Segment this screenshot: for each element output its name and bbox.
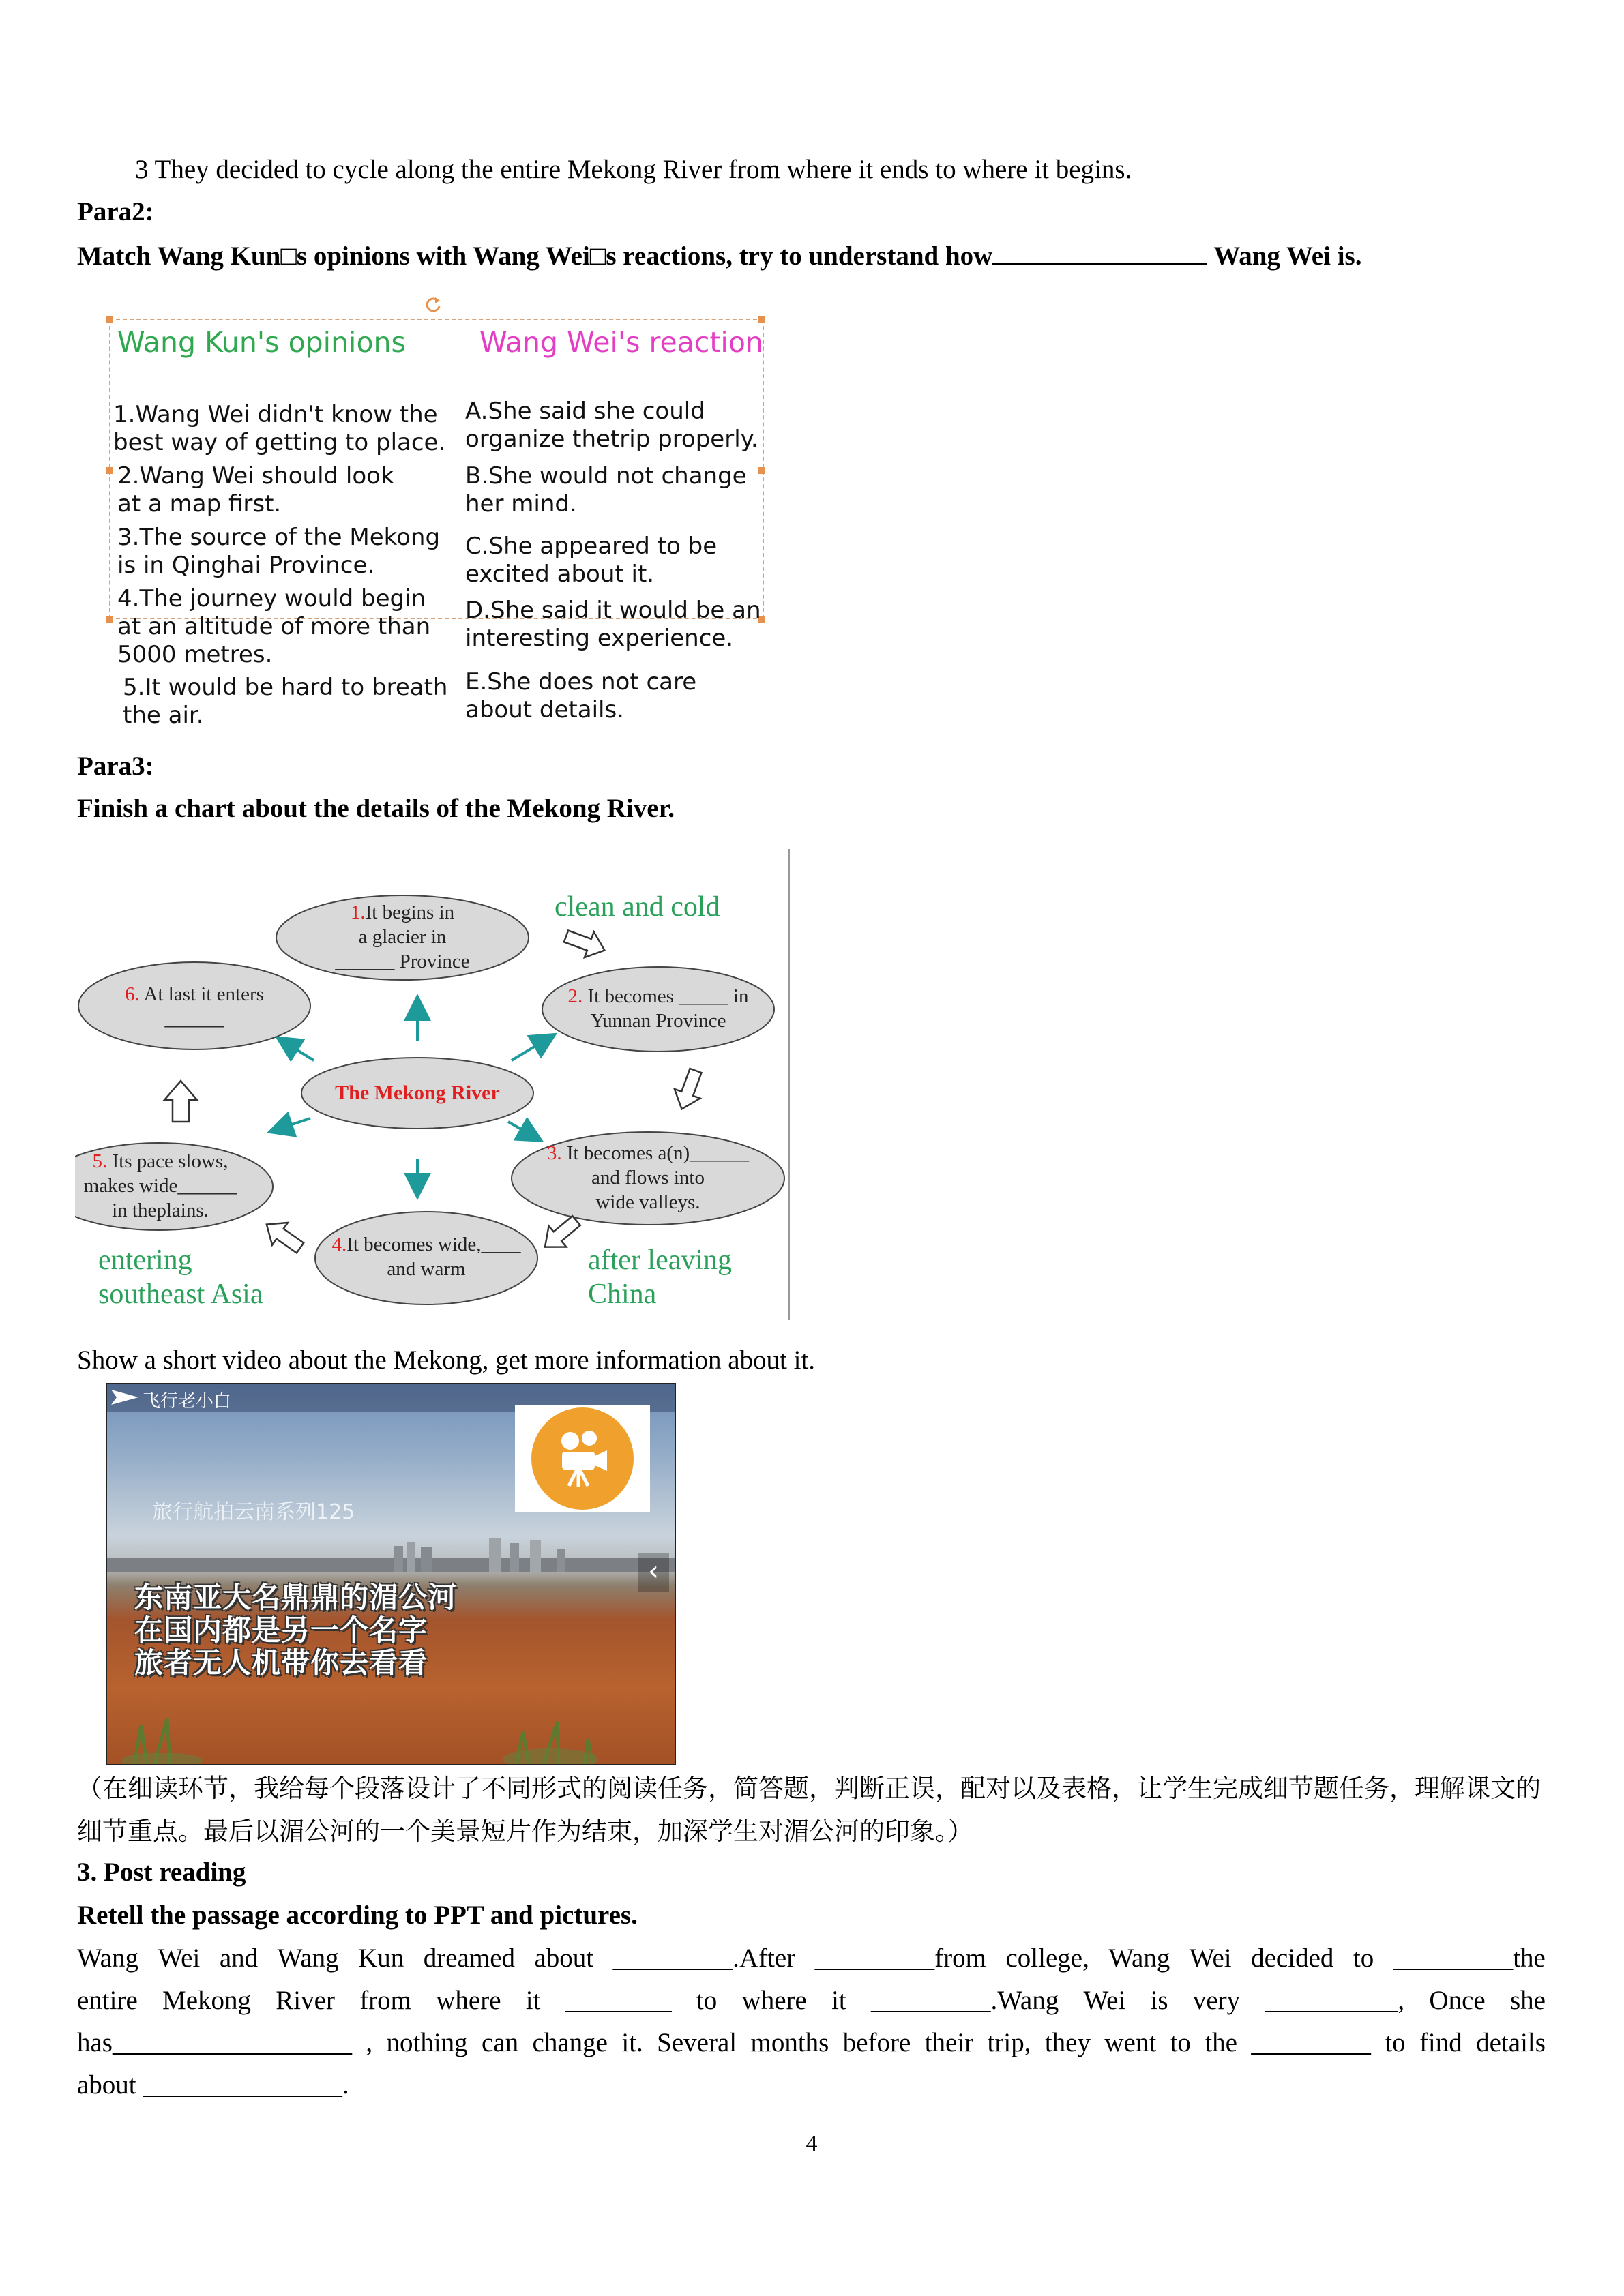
statement-3: 3 They decided to cycle along the entire Mekong River from where it ends to where it begins. bbox=[135, 155, 1132, 184]
video-play-button[interactable] bbox=[515, 1405, 650, 1512]
mekong-details-chart bbox=[75, 849, 791, 1320]
resize-handle[interactable] bbox=[758, 467, 765, 474]
node-4-number: 4. bbox=[331, 1234, 347, 1255]
retell-word: Wang bbox=[77, 1943, 138, 1973]
opinion-4: 4.The journey would begin at an altitude of more than 5000 metres. bbox=[117, 585, 431, 668]
opinion-5: 5.It would be hard to breath the air. bbox=[123, 674, 448, 729]
node-1-label bbox=[300, 900, 505, 974]
mekong-video-thumbnail[interactable] bbox=[106, 1383, 676, 1765]
node-3-number: 3. bbox=[546, 1142, 562, 1164]
retell-word: went bbox=[1104, 2028, 1157, 2057]
retell-word[interactable]: _________.After bbox=[612, 1943, 796, 1973]
city-skyline bbox=[107, 1538, 675, 1572]
retell-word: to bbox=[1353, 1943, 1374, 1973]
retell-word: Once bbox=[1429, 1986, 1486, 2015]
resize-handle[interactable] bbox=[106, 467, 113, 474]
reaction-a: A.She said she could organize thetrip properly. bbox=[465, 398, 758, 453]
retell-word: details bbox=[1476, 2028, 1546, 2057]
retell-word: , bbox=[366, 2028, 373, 2057]
retell-line-1 bbox=[77, 1942, 1546, 1975]
retell-line-3 bbox=[77, 2027, 1546, 2059]
para2-instruction-end: Wang Wei is. bbox=[1207, 241, 1362, 271]
retell-word: where bbox=[741, 1986, 807, 2015]
retell-word[interactable]: _________from bbox=[814, 1943, 986, 1973]
resize-handle[interactable] bbox=[758, 316, 765, 323]
retell-word: it bbox=[525, 1986, 541, 2015]
node-6-number: 6. bbox=[125, 983, 140, 1005]
retell-word: Wei bbox=[1189, 1943, 1232, 1973]
arrow-to-node-5 bbox=[280, 1118, 310, 1129]
paper-plane-icon bbox=[111, 1388, 138, 1406]
retell-word: it. bbox=[621, 2028, 643, 2057]
video-camera-icon bbox=[531, 1407, 634, 1510]
answer-blank[interactable] bbox=[992, 238, 1207, 265]
retell-word: Mekong bbox=[162, 1986, 252, 2015]
retell-word: before bbox=[842, 2028, 911, 2057]
video-watermark: 飞行老小白 bbox=[143, 1391, 232, 1412]
teaching-note: （在细读环节，我给每个段落设计了不同形式的阅读任务，简答题，判断正误，配对以及表格，让学生完成细节题任务，理解课文的细节重点。最后以湄公河的一个美景短片作为结束，加深学生对湄公河的印象。） bbox=[77, 1774, 1541, 1846]
node-1-number: 1. bbox=[350, 901, 366, 923]
para3-title: Para3: bbox=[77, 751, 154, 781]
node-1-text: It begins in a glacier in ______ Province bbox=[335, 901, 470, 972]
retell-word: from bbox=[359, 1986, 411, 2015]
node-3-label bbox=[518, 1141, 778, 1214]
retell-word[interactable]: ________ bbox=[565, 1986, 672, 2015]
para2-title: Para2: bbox=[77, 197, 154, 226]
retell-word[interactable]: _________.Wang bbox=[871, 1986, 1059, 2015]
flow-arrow-4-5 bbox=[259, 1213, 308, 1259]
label-clean-and-cold: clean and cold bbox=[555, 891, 720, 923]
retell-word: and bbox=[219, 1943, 259, 1973]
node-2-number: 2. bbox=[567, 985, 583, 1007]
retell-word: it bbox=[831, 1986, 846, 2015]
retell-instruction: Retell the passage according to PPT and pictures. bbox=[77, 1900, 638, 1930]
node-2-text: It becomes _____ in Yunnan Province bbox=[587, 985, 749, 1032]
retell-word: find bbox=[1419, 2028, 1462, 2057]
retell-word: Wang bbox=[277, 1943, 339, 1973]
node-5-text: Its pace slows, makes wide______ in theplains. bbox=[83, 1150, 237, 1221]
video-caption-line-1: 东南亚大名鼎鼎的湄公河 bbox=[134, 1581, 458, 1614]
retell-word: trip, bbox=[987, 2028, 1031, 2057]
center-label: The Mekong River bbox=[335, 1082, 500, 1104]
retell-word: they bbox=[1044, 2028, 1091, 2057]
header-wang-kun-opinions: Wang Kun's opinions bbox=[117, 326, 406, 359]
node-5-label bbox=[55, 1149, 266, 1223]
node-4-label bbox=[310, 1232, 542, 1281]
label-after-leaving-china: after leaving China bbox=[588, 1244, 733, 1310]
arrow-to-node-2 bbox=[512, 1040, 546, 1060]
retell-word[interactable]: __________, bbox=[1265, 1986, 1405, 2015]
video-caption-line-3: 旅者无人机带你去看看 bbox=[134, 1646, 428, 1680]
node-4-text: It becomes wide,____ and warm bbox=[346, 1234, 521, 1280]
retell-word: Wang bbox=[1108, 1943, 1170, 1973]
resize-handle[interactable] bbox=[106, 316, 113, 323]
retell-word: she bbox=[1509, 1986, 1546, 2015]
retell-line-2 bbox=[77, 1984, 1546, 2017]
reaction-b: B.She would not change her mind. bbox=[465, 462, 747, 518]
flow-arrow-1-2 bbox=[561, 923, 609, 963]
retell-word: decided bbox=[1251, 1943, 1334, 1973]
retell-word: Wei bbox=[1083, 1986, 1126, 2015]
video-caption-line-2: 在国内都是另一个名字 bbox=[134, 1613, 428, 1647]
retell-word: to bbox=[1385, 2028, 1406, 2057]
retell-word: nothing bbox=[386, 2028, 468, 2057]
retell-word: Several bbox=[657, 2028, 737, 2057]
retell-word: change bbox=[532, 2028, 608, 2057]
node-6-text: At last it enters ______ bbox=[143, 983, 264, 1030]
retell-word: River bbox=[276, 1986, 335, 2015]
retell-word[interactable]: _________the bbox=[1393, 1943, 1546, 1973]
reaction-e: E.She does not care about details. bbox=[465, 668, 697, 724]
para3-instruction: Finish a chart about the details of the Mekong River. bbox=[77, 794, 675, 823]
arrow-to-node-3 bbox=[508, 1122, 532, 1135]
page-number: 4 bbox=[806, 2131, 818, 2156]
reaction-c: C.She appeared to be excited about it. bbox=[465, 533, 718, 588]
foreground-grass bbox=[107, 1684, 675, 1764]
retell-word: their bbox=[924, 2028, 974, 2057]
retell-word[interactable]: has__________________ bbox=[77, 2028, 352, 2057]
video-intro: Show a short video about the Mekong, get more information about it. bbox=[77, 1345, 816, 1375]
retell-word: is bbox=[1150, 1986, 1168, 2015]
node-3-text: It becomes a(n)______ and flows into wide valleys. bbox=[566, 1142, 750, 1213]
video-nav-prev-icon[interactable]: ‹ bbox=[638, 1553, 669, 1592]
label-entering-southeast-asia: entering southeast Asia bbox=[98, 1244, 263, 1310]
flow-arrow-5-6 bbox=[164, 1081, 197, 1122]
para2-instruction bbox=[77, 238, 1361, 273]
node-5-number: 5. bbox=[92, 1150, 108, 1172]
opinion-2: 2.Wang Wei should look at a map first. bbox=[117, 462, 394, 518]
para2-instruction-text: Match Wang Kun□s opinions with Wang Wei□s reactions, try to understand how bbox=[77, 241, 993, 271]
retell-word: to bbox=[696, 1986, 718, 2015]
header-wang-wei-reaction: Wang Wei's reaction bbox=[479, 326, 763, 359]
retell-word[interactable]: _________ bbox=[1251, 2028, 1371, 2057]
retell-word: entire bbox=[77, 1986, 138, 2015]
retell-word: college, bbox=[1005, 1943, 1089, 1973]
opinion-1: 1.Wang Wei didn't know the best way of getting to place. bbox=[113, 401, 446, 456]
opinion-3: 3.The source of the Mekong is in Qinghai Province. bbox=[117, 524, 441, 579]
retell-line-4: about _______________. bbox=[77, 2070, 349, 2100]
retell-word: can bbox=[482, 2028, 519, 2057]
node-2-label bbox=[546, 984, 771, 1033]
node-6-label bbox=[89, 982, 300, 1031]
section-post-reading: 3. Post reading bbox=[77, 1858, 246, 1887]
rotate-handle-icon[interactable] bbox=[423, 295, 443, 315]
resize-handle[interactable] bbox=[106, 616, 113, 623]
arrow-to-node-6 bbox=[286, 1043, 314, 1060]
retell-word: months bbox=[750, 2028, 829, 2057]
retell-word: Wei bbox=[158, 1943, 201, 1973]
reaction-d: D.She said it would be an interesting experience. bbox=[465, 597, 761, 652]
retell-word: Kun bbox=[358, 1943, 404, 1973]
retell-word: very bbox=[1192, 1986, 1241, 2015]
opinion-reaction-table bbox=[109, 319, 764, 735]
retell-word: where bbox=[436, 1986, 501, 2015]
retell-word: dreamed bbox=[423, 1943, 516, 1973]
video-series-label: 旅行航拍云南系列125 bbox=[152, 1500, 355, 1524]
flow-arrow-2-3 bbox=[669, 1066, 709, 1114]
retell-word: the bbox=[1205, 2028, 1237, 2057]
retell-word: about bbox=[534, 1943, 594, 1973]
retell-word: to bbox=[1170, 2028, 1191, 2057]
